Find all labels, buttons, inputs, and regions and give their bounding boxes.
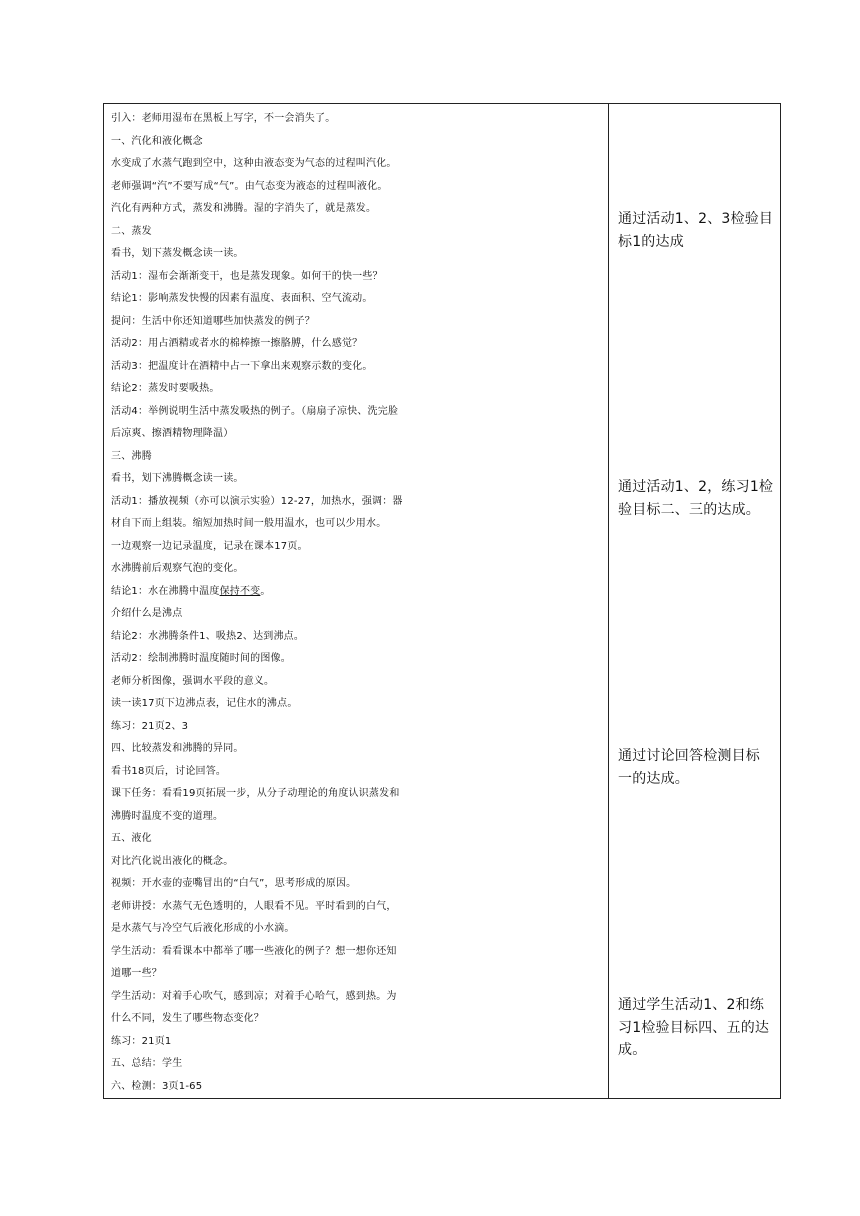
text-line: 结论2：蒸发时要吸热。 xyxy=(111,383,220,394)
text-line xyxy=(111,581,602,604)
text-line: 沸腾时温度不变的道理。 xyxy=(111,810,224,822)
goal-note-2: 通过活动1、2，练习1检验目标二、三的达成。 xyxy=(618,479,774,518)
goal-note-4: 通过学生活动1、2和练习1检验目标四、五的达成。 xyxy=(618,997,770,1058)
teaching-process-cell xyxy=(104,104,609,1099)
text-line: 提问：生活中你还知道哪些加快蒸发的例子？ xyxy=(111,315,315,327)
section-heading: 二、蒸发 xyxy=(111,225,152,237)
text-line: 水变成了水蒸气跑到空中，这种由液态变为气态的过程叫汽化。 xyxy=(111,158,397,169)
evaluation-cell xyxy=(609,104,781,1099)
text-line: 汽化有两种方式，蒸发和沸腾。湿的字消失了，就是蒸发。 xyxy=(111,203,377,214)
text-line: 看书，划下沸腾概念读一读。 xyxy=(111,473,244,484)
punctuation: 。 xyxy=(260,585,271,597)
lesson-plan-table xyxy=(103,103,781,1099)
conclusion-text: 结论1：水在沸腾中温度 xyxy=(111,585,220,597)
teaching-process-text xyxy=(104,104,608,1098)
text-line: 学生活动：对着手心吹气，感到凉；对着手心哈气，感到热。为 xyxy=(111,990,397,1002)
text-line: 对比汽化说出液化的概念。 xyxy=(111,855,234,867)
text-line: 老师分析图像，强调水平段的意义。 xyxy=(111,675,275,687)
text-line: 材自下而上组装。缩短加热时间一般用温水，也可以少用水。 xyxy=(111,518,387,529)
text-line: 活动2：绘制沸腾时温度随时间的图像。 xyxy=(111,653,291,664)
section-heading: 三、沸腾 xyxy=(111,450,152,462)
text-line: 一边观察一边记录温度，记录在课本17页。 xyxy=(111,540,308,552)
text-line: 看书18页后，讨论回答。 xyxy=(111,765,227,777)
text-line: 看书，划下蒸发概念读一读。 xyxy=(111,248,244,259)
section-heading: 一、汽化和液化概念 xyxy=(111,135,203,147)
text-line: 什么不同，发生了哪些物态变化？ xyxy=(111,1013,264,1024)
text-line: 老师讲授：水蒸气无色透明的，人眼看不见。平时看到的白气， xyxy=(111,900,397,912)
text-line: 练习：21页2、3 xyxy=(111,720,189,732)
text-line: 读一读17页下边沸点表，记住水的沸点。 xyxy=(111,698,298,709)
text-line: 结论2：水沸腾条件1、吸热2、达到沸点。 xyxy=(111,630,305,642)
text-line: 水沸腾前后观察气泡的变化。 xyxy=(111,563,244,574)
text-line: 介绍什么是沸点 xyxy=(111,608,183,619)
text-line: 活动1：湿布会渐渐变干，也是蒸发现象。如何干的快一些？ xyxy=(111,270,383,282)
text-line: 活动4：举例说明生活中蒸发吸热的例子。（扇扇子凉快、洗完脸 xyxy=(111,405,399,417)
text-line: 结论1：影响蒸发快慢的因素有温度、表面积、空气流动。 xyxy=(111,293,373,304)
text-line: 活动3：把温度计在酒精中占一下拿出来观察示数的变化。 xyxy=(111,360,373,372)
section-heading: 六、检测：3页1-65 xyxy=(111,1080,203,1092)
section-heading: 五、液化 xyxy=(111,833,152,844)
text-line: 道哪一些？ xyxy=(111,968,162,979)
text-line: 课下任务：看看19页拓展一步，从分子动理论的角度认识蒸发和 xyxy=(111,788,400,799)
underlined-text: 保持不变 xyxy=(219,585,261,597)
text-line: 练习：21页1 xyxy=(111,1035,172,1047)
text-line: 引入：老师用湿布在黑板上写字，不一会消失了。 xyxy=(111,113,336,124)
text-line: 学生活动：看看课本中都举了哪一些液化的例子？想一想你还知 xyxy=(111,945,397,957)
text-line: 活动1：播放视频（亦可以演示实验）12-27，加热水，强调：器 xyxy=(111,495,403,507)
section-heading: 四、比较蒸发和沸腾的异同。 xyxy=(111,743,244,754)
text-line: 视频：开水壶的壶嘴冒出的“白气”，思考形成的原因。 xyxy=(111,878,357,889)
text-line: 后凉爽、擦酒精物理降温） xyxy=(111,428,234,439)
goal-note-3: 通过讨论回答检测目标一的达成。 xyxy=(618,748,760,787)
text-line: 是水蒸气与冷空气后液化形成的小水滴。 xyxy=(111,923,295,934)
text-line: 活动2：用占酒精或者水的棉棒擦一擦胳膊，什么感觉？ xyxy=(111,338,363,349)
goal-note-1: 通过活动1、2、3检验目标1的达成 xyxy=(618,211,774,250)
section-heading: 五、总结：学生 xyxy=(111,1058,183,1069)
text-line: 老师强调“汽”不要写成“气”。由气态变为液态的过程叫液化。 xyxy=(111,180,388,192)
